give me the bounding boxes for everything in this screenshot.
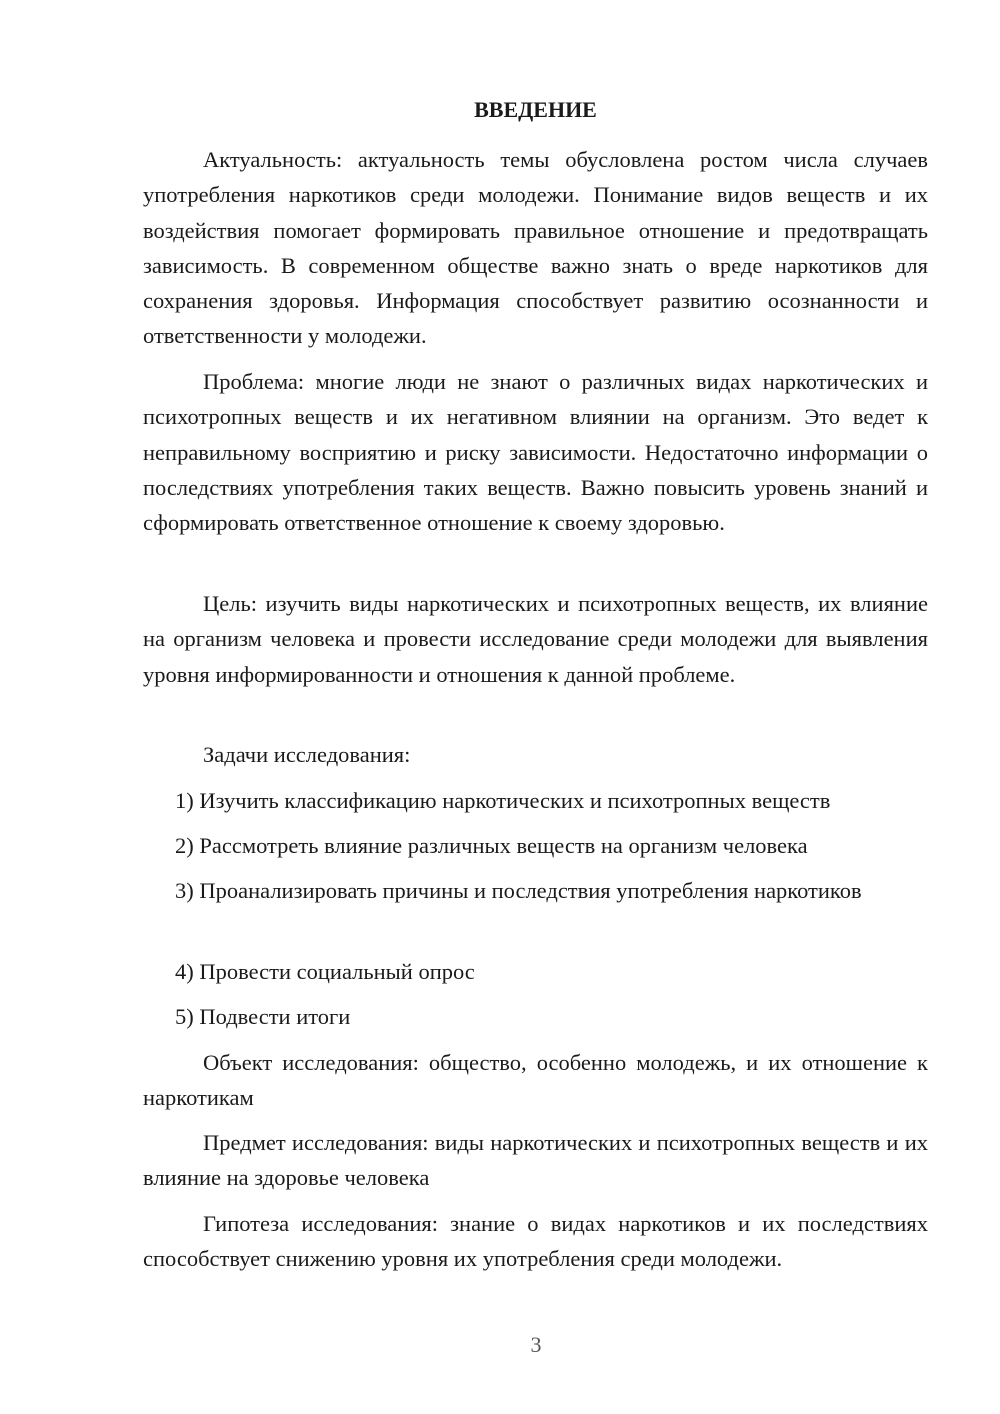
task-item-2: 2) Рассмотреть влияние различных веществ на организм человека [175, 833, 808, 858]
goal-paragraph: Цель: изучить виды наркотических и психотропных веществ, их влияние на организм человека и провести исследование среди молодежи для выявления уровня информированности и отношения к данной проблеме. [143, 591, 928, 687]
problem-paragraph: Проблема: многие люди не знают о различных видах наркотических и психотропных веществ и их негативном влиянии на организм. Это ведет к неправильному восприятию и риску зависимости. Недостаточно информации о последствиях употребления таких веществ. Важно повысить уровень знаний и сформировать ответственное отношение к своему здоровью. [143, 369, 928, 536]
section-title: ВВЕДЕНИЕ [474, 97, 597, 122]
task-item-4: 4) Провести социальный опрос [175, 959, 475, 984]
tasks-heading: Задачи исследования: [203, 742, 411, 767]
task-item-1: 1) Изучить классификацию наркотических и психотропных веществ [175, 788, 831, 813]
subject-paragraph: Предмет исследования: виды наркотических и психотропных веществ и их влияние на здоровье человека [143, 1130, 928, 1191]
task-item-5: 5) Подвести итоги [175, 1004, 351, 1029]
page-number: 3 [530, 1332, 542, 1357]
hypothesis-paragraph: Гипотеза исследования: знание о видах наркотиков и их последствиях способствует снижению уровня их употребления среди молодежи. [143, 1211, 928, 1272]
relevance-paragraph: Актуальность: актуальность темы обусловлена ростом числа случаев употребления наркотиков среди молодежи. Понимание видов веществ и их воздействия помогает формировать правильное отношение и предотвращать зависимость. В современном обществе важно знать о вреде наркотиков для сохранения здоровья. Информация способствует развитию осознанности и ответственности у молодежи. [143, 147, 928, 349]
object-paragraph: Объект исследования: общество, особенно молодежь, и их отношение к наркотикам [143, 1050, 928, 1111]
task-item-3: 3) Проанализировать причины и последствия употребления наркотиков [175, 878, 862, 903]
